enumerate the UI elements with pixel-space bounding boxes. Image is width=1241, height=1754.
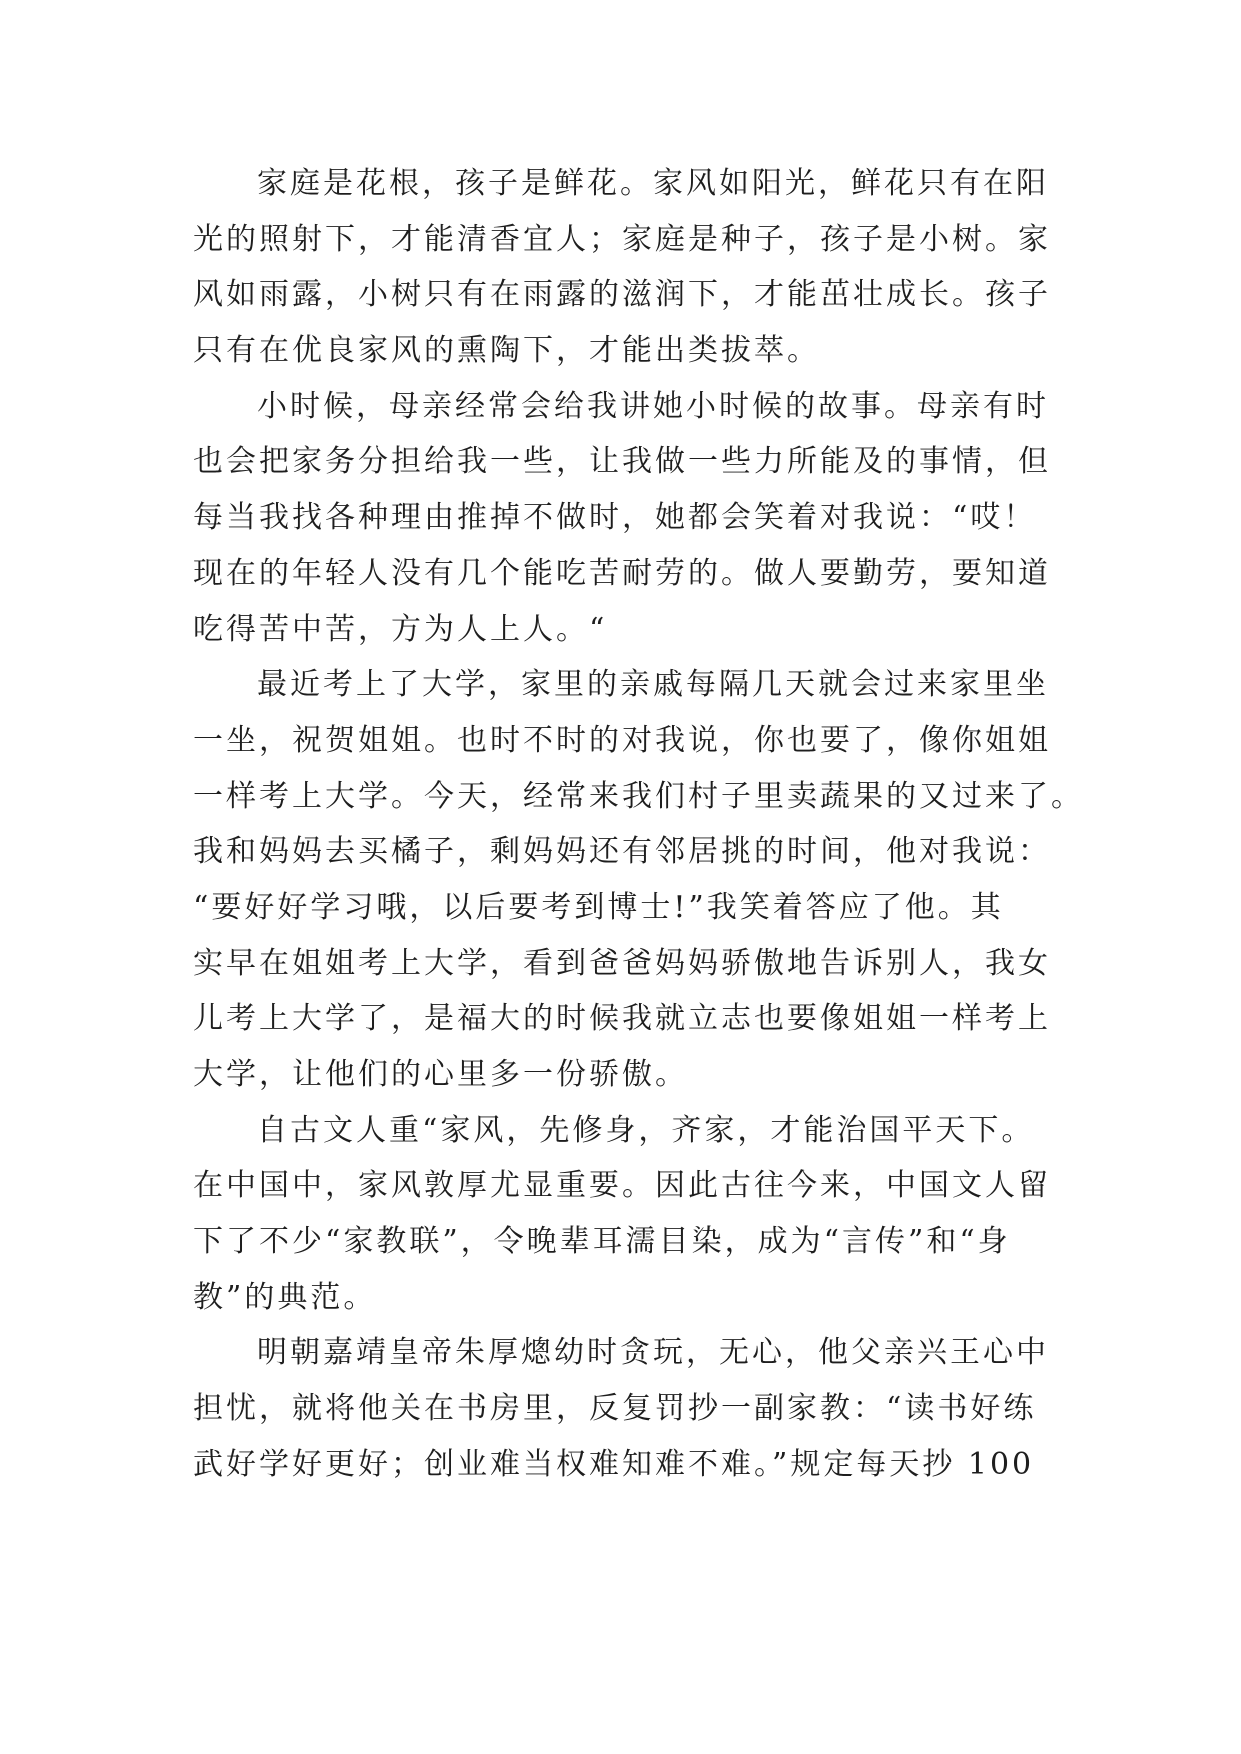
paragraph-line: 我和妈妈去买橘子，剩妈妈还有邻居挑的时间，他对我说： <box>193 834 1051 870</box>
paragraph <box>193 1103 1055 1326</box>
paragraph-line: 一坐，祝贺姐姐。也时不时的对我说，你也要了，像你姐姐 <box>193 722 1051 758</box>
paragraph <box>193 1325 1055 1492</box>
paragraph <box>193 657 1084 1103</box>
paragraph-line: 教”的典范。 <box>193 1279 377 1315</box>
paragraph-line: 一样考上大学。今天，经常来我们村子里卖蔬果的又过来了。 <box>193 778 1084 814</box>
paragraph-line: 明朝嘉靖皇帝朱厚熜幼时贪玩，无心，他父亲兴王心中 <box>257 1335 1049 1371</box>
paragraph-line: 自古文人重“家风，先修身，齐家，才能治国平天下。 <box>257 1112 1035 1148</box>
paragraph-line: 大学，让他们的心里多一份骄傲。 <box>193 1057 688 1092</box>
paragraph-line: 现在的年轻人没有几个能吃苦耐劳的。做人要勤劳，要知道 <box>193 555 1051 591</box>
paragraph-line: “要好好学习哦，以后要考到博士!”我笑着答应了他。其 <box>193 889 1004 925</box>
paragraph-line: 也会把家务分担给我一些，让我做一些力所能及的事情，但 <box>193 444 1051 480</box>
paragraph-line: 家庭是花根，孩子是鲜花。家风如阳光，鲜花只有在阳 <box>257 166 1049 201</box>
paragraph <box>193 379 1055 657</box>
paragraph-line: 实早在姐姐考上大学，看到爸爸妈妈骄傲地告诉别人，我女 <box>193 945 1051 981</box>
paragraph-line: 小时候，母亲经常会给我讲她小时候的故事。母亲有时 <box>257 388 1049 424</box>
paragraph-line: 吃得苦中苦，方为人上人。“ <box>193 611 608 647</box>
paragraph-line: 每当我找各种理由推掉不做时，她都会笑着对我说：“哎！ <box>193 500 1037 536</box>
paragraph-line: 光的照射下，才能清香宜人；家庭是种子，孩子是小树。家 <box>193 221 1051 257</box>
paragraph-line: 在中国中，家风敦厚尤显重要。因此古往今来，中国文人留 <box>193 1168 1051 1204</box>
document-body <box>193 156 1084 1493</box>
paragraph-line: 最近考上了大学，家里的亲戚每隔几天就会过来家里坐 <box>257 667 1049 703</box>
paragraph-line: 下了不少“家教联”，令晚辈耳濡目染，成为“言传”和“身 <box>193 1224 1011 1260</box>
paragraph-line: 担忧，就将他关在书房里，反复罚抄一副家教：“读书好练 <box>193 1391 1037 1427</box>
paragraph-line: 武好学好更好；创业难当权难知难不难。”规定每天抄 100 <box>193 1446 1035 1482</box>
paragraph-line: 风如雨露，小树只有在雨露的滋润下，才能茁壮成长。孩子 <box>193 277 1051 313</box>
paragraph <box>193 156 1055 379</box>
paragraph-line: 只有在优良家风的熏陶下，才能出类拔萃。 <box>193 333 820 369</box>
paragraph-line: 儿考上大学了，是福大的时候我就立志也要像姐姐一样考上 <box>193 1001 1051 1037</box>
